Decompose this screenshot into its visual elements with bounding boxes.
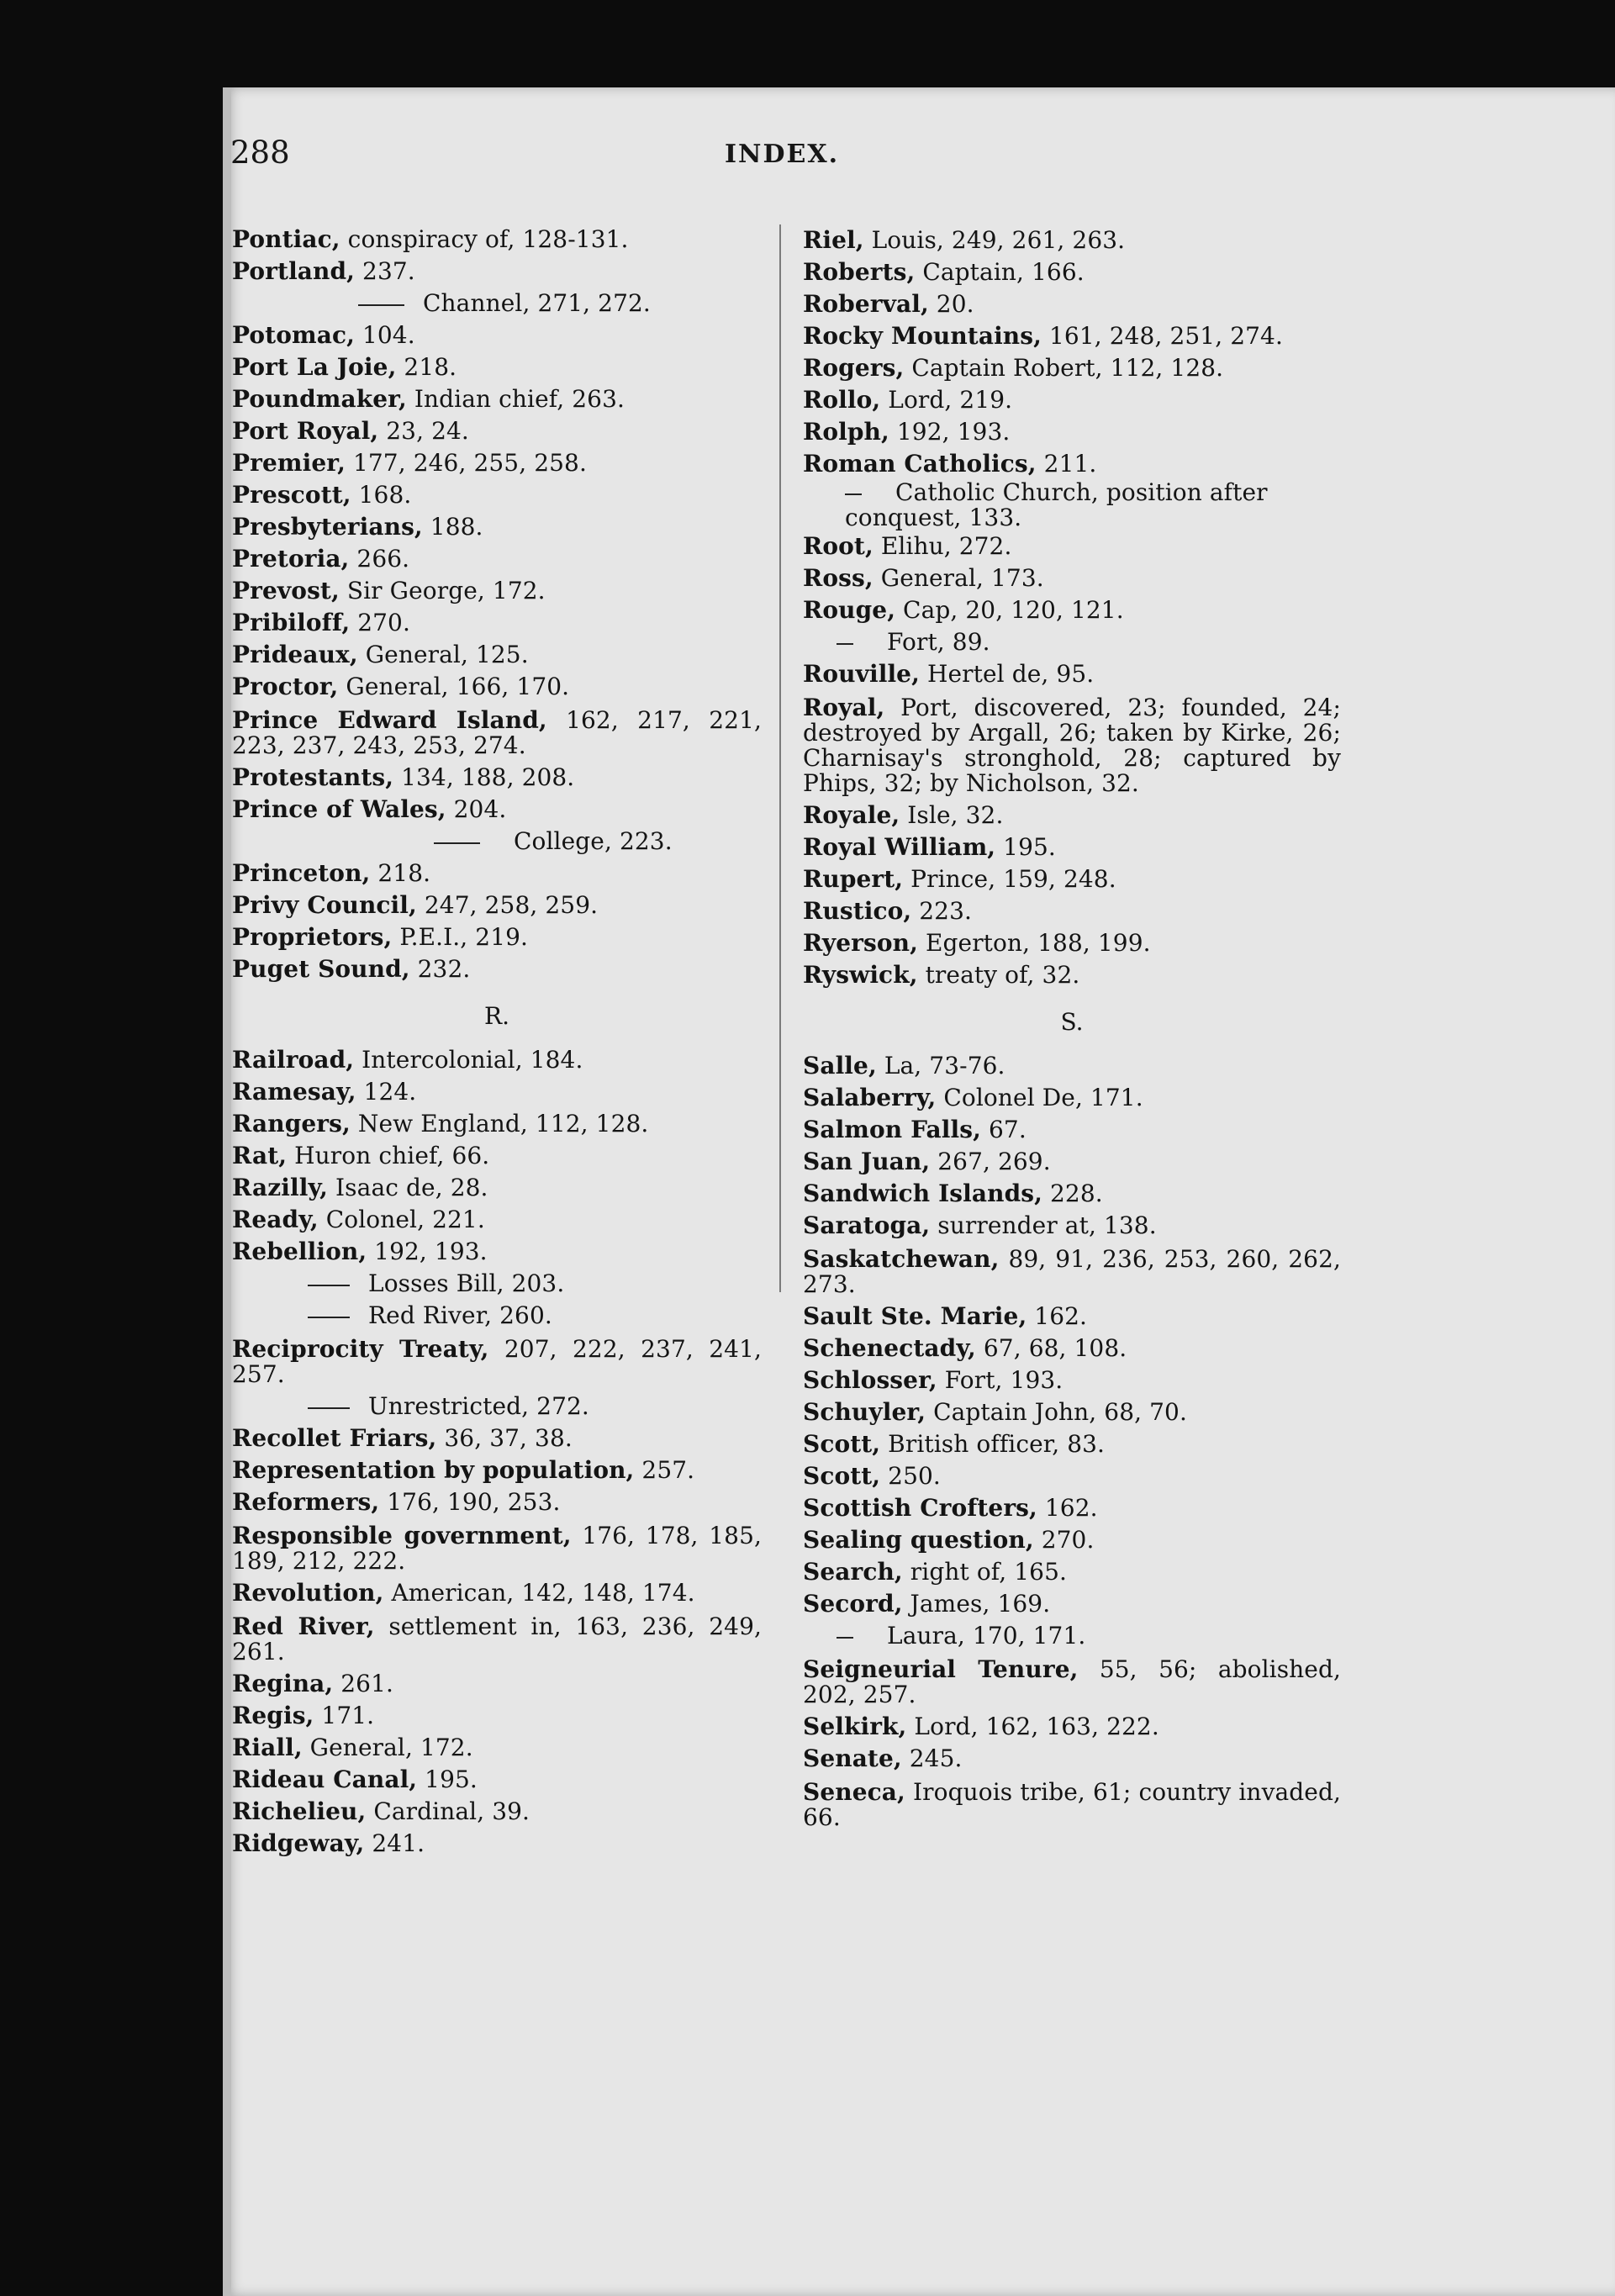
index-entry: Revolution, American, 142, 148, 174.: [232, 1579, 695, 1607]
index-headword: Schenectady,: [803, 1334, 976, 1362]
index-headword: Port Royal,: [232, 417, 379, 445]
ditto-dash: [434, 842, 480, 844]
ditto-dash: [837, 1637, 853, 1639]
index-entry: Reformers, 176, 190, 253.: [232, 1488, 561, 1516]
index-headword: Seigneurial Tenure,: [803, 1655, 1079, 1683]
index-headword: Scottish Crofters,: [803, 1494, 1037, 1522]
index-headword: Regis,: [232, 1702, 314, 1729]
index-headword: Representation by population,: [232, 1456, 635, 1484]
index-entry: Rebellion, 192, 193.: [232, 1238, 488, 1265]
index-entry: Premier, 177, 246, 255, 258.: [232, 449, 587, 477]
index-headword: Protestants,: [232, 763, 394, 791]
index-entry: Scottish Crofters, 162.: [803, 1494, 1098, 1522]
index-entry: Rolph, 192, 193.: [803, 418, 1011, 446]
index-entry: Regis, 171.: [232, 1702, 375, 1729]
index-column-left: [232, 224, 762, 1860]
index-headword: Salaberry,: [803, 1084, 937, 1111]
index-headword: Presbyterians,: [232, 513, 423, 541]
index-entry: Representation by population, 257.: [232, 1456, 695, 1484]
index-headword: Pontiac,: [232, 225, 340, 253]
index-entry: Ramesay, 124.: [232, 1078, 417, 1106]
index-subentry-text: Laura, 170, 171.: [887, 1622, 1086, 1649]
index-entry: Privy Council, 247, 258, 259.: [232, 891, 599, 919]
index-headword: Ryswick,: [803, 961, 918, 989]
index-headword: Reformers,: [232, 1488, 380, 1516]
index-headword: Salle,: [803, 1052, 877, 1079]
index-entry: Prescott, 168.: [232, 481, 412, 509]
index-entry: Regina, 261.: [232, 1670, 393, 1697]
index-headword: Scott,: [803, 1462, 881, 1490]
index-entry: Schuyler, Captain John, 68, 70.: [803, 1398, 1187, 1426]
index-entry: Ridgeway, 241.: [232, 1829, 425, 1857]
index-entry: Salle, La, 73-76.: [803, 1052, 1005, 1079]
index-headword: Schlosser,: [803, 1366, 937, 1394]
index-headword: Regina,: [232, 1670, 334, 1697]
index-headword: Rocky Mountains,: [803, 322, 1042, 350]
index-entry: Roman Catholics, 211.: [803, 450, 1097, 478]
index-headword: Princeton,: [232, 859, 371, 887]
index-entry: Rupert, Prince, 159, 248.: [803, 865, 1116, 893]
index-headword: Rouville,: [803, 660, 920, 688]
index-headword: Recollet Friars,: [232, 1424, 437, 1452]
index-headword: Richelieu,: [232, 1797, 367, 1825]
index-headword: Schuyler,: [803, 1398, 926, 1426]
index-subentry: [803, 1620, 1341, 1652]
index-subentry-text: Losses Bill, 203.: [368, 1269, 565, 1297]
index-entry: Schlosser, Fort, 193.: [803, 1366, 1063, 1394]
index-subentry: [232, 826, 762, 858]
ditto-dash: [308, 1317, 350, 1318]
index-entry: Sandwich Islands, 228.: [803, 1180, 1103, 1207]
index-headword: Prescott,: [232, 481, 351, 509]
index-entry: Selkirk, Lord, 162, 163, 222.: [803, 1713, 1159, 1740]
index-headword: Potomac,: [232, 321, 355, 349]
index-headword: Senate,: [803, 1744, 902, 1772]
index-entry: Senate, 245.: [803, 1744, 963, 1772]
index-entry: Rat, Huron chief, 66.: [232, 1142, 490, 1169]
index-entry: Pontiac, conspiracy of, 128-131.: [232, 225, 629, 253]
index-entry: San Juan, 267, 269.: [803, 1148, 1051, 1175]
index-entry: Pribiloff, 270.: [232, 609, 410, 636]
index-headword: Reciprocity Treaty,: [232, 1335, 489, 1363]
index-headword: Responsible government,: [232, 1522, 572, 1549]
index-headword: Rangers,: [232, 1110, 351, 1137]
index-headword: Sealing question,: [803, 1526, 1034, 1554]
index-entry: Recollet Friars, 36, 37, 38.: [232, 1424, 573, 1452]
index-subentry-text: Unrestricted, 272.: [368, 1392, 589, 1420]
index-subentry-text: Fort, 89.: [887, 628, 990, 656]
index-headword: Rolph,: [803, 418, 889, 446]
index-headword: Rouge,: [803, 596, 896, 624]
ditto-dash: [837, 643, 853, 645]
index-headword: Royal,: [803, 694, 885, 721]
index-entry: Ryerson, Egerton, 188, 199.: [803, 929, 1151, 957]
index-subentry-text: Catholic Church, position after conquest, 133.: [845, 478, 1268, 531]
index-entry: Pretoria, 266.: [232, 545, 410, 573]
index-headword: San Juan,: [803, 1148, 931, 1175]
index-subentry-text: College, 223.: [514, 827, 673, 855]
index-entry: Ready, Colonel, 221.: [232, 1206, 485, 1233]
index-headword: Rupert,: [803, 865, 904, 893]
index-headword: Salmon Falls,: [803, 1116, 981, 1143]
index-entry: Richelieu, Cardinal, 39.: [232, 1797, 530, 1825]
index-entry: Saratoga, surrender at, 138.: [803, 1211, 1157, 1239]
index-headword: Proctor,: [232, 673, 339, 700]
index-headword: Saskatchewan,: [803, 1245, 1000, 1273]
index-headword: Root,: [803, 532, 873, 560]
index-entry: Port La Joie, 218.: [232, 353, 457, 381]
index-entry: Responsible government, 176, 178, 185, 189, 212, 222.: [232, 1522, 762, 1575]
index-entry: Sault Ste. Marie, 162.: [803, 1302, 1088, 1330]
index-entry: Saskatchewan, 89, 91, 236, 253, 260, 262, 273.: [803, 1245, 1341, 1298]
index-headword: Ryerson,: [803, 929, 918, 957]
index-entry: Prideaux, General, 125.: [232, 641, 529, 668]
index-headword: Roman Catholics,: [803, 450, 1037, 478]
index-entry: Rouville, Hertel de, 95.: [803, 660, 1095, 688]
index-headword: Roberts,: [803, 258, 916, 286]
index-column-right: [803, 224, 1341, 1834]
index-headword: Ready,: [232, 1206, 319, 1233]
index-entry: Secord, James, 169.: [803, 1590, 1051, 1618]
index-headword: Prideaux,: [232, 641, 358, 668]
index-entry: Prevost, Sir George, 172.: [232, 577, 546, 604]
index-headword: Rat,: [232, 1142, 288, 1169]
index-entry: Sealing question, 270.: [803, 1526, 1095, 1554]
index-subentry: [232, 1268, 762, 1300]
index-entry: Roberval, 20.: [803, 290, 974, 318]
index-entry: Riel, Louis, 249, 261, 263.: [803, 226, 1126, 254]
index-entry: Schenectady, 67, 68, 108.: [803, 1334, 1127, 1362]
index-headword: Rebellion,: [232, 1238, 367, 1265]
index-entry: Port Royal, 23, 24.: [232, 417, 469, 445]
index-entry: Scott, 250.: [803, 1462, 941, 1490]
index-entry: Puget Sound, 232.: [232, 955, 471, 983]
index-headword: Puget Sound,: [232, 955, 410, 983]
ditto-dash: [358, 304, 404, 306]
index-entry: Scott, British officer, 83.: [803, 1430, 1106, 1458]
column-divider: [779, 224, 781, 1292]
index-headword: Scott,: [803, 1430, 881, 1458]
index-headword: Razilly,: [232, 1174, 329, 1201]
index-entry: Proctor, General, 166, 170.: [232, 673, 570, 700]
index-headword: Royale,: [803, 801, 900, 829]
index-headword: Search,: [803, 1558, 903, 1586]
index-entry: Royale, Isle, 32.: [803, 801, 1004, 829]
index-entry: Prince of Wales, 204.: [232, 795, 507, 823]
page-spine-edge: [223, 87, 231, 2296]
index-entry: Proprietors, P.E.I., 219.: [232, 923, 529, 951]
running-head: INDEX.: [725, 140, 840, 169]
index-entry: Potomac, 104.: [232, 321, 415, 349]
index-subentry: [232, 1300, 762, 1332]
index-headword: Roberval,: [803, 290, 929, 318]
index-entry: Royal, Port, discovered, 23; founded, 24; destroyed by Argall, 26; taken by Kirke, 26; Charnisay's stronghold, 28; captured by Phips, 32; by Nicholson, 32.: [803, 694, 1341, 797]
index-entry: Riall, General, 172.: [232, 1734, 473, 1761]
index-entry: Rouge, Cap, 20, 120, 121.: [803, 596, 1124, 624]
index-entry: Razilly, Isaac de, 28.: [232, 1174, 488, 1201]
index-headword: Rideau Canal,: [232, 1766, 418, 1793]
index-headword: Secord,: [803, 1590, 903, 1618]
page-number: 288: [230, 135, 290, 171]
index-entry: Princeton, 218.: [232, 859, 431, 887]
index-entry: Salmon Falls, 67.: [803, 1116, 1027, 1143]
index-entry: Rocky Mountains, 161, 248, 251, 274.: [803, 322, 1283, 350]
index-headword: Pretoria,: [232, 545, 350, 573]
index-headword: Proprietors,: [232, 923, 393, 951]
index-headword: Ramesay,: [232, 1078, 356, 1106]
index-headword: Selkirk,: [803, 1713, 907, 1740]
index-entry: Reciprocity Treaty, 207, 222, 237, 241, 257.: [232, 1335, 762, 1388]
index-entry: Root, Elihu, 272.: [803, 532, 1012, 560]
index-headword: Railroad,: [232, 1046, 355, 1074]
index-entry: Presbyterians, 188.: [232, 513, 483, 541]
index-entry: Rideau Canal, 195.: [232, 1766, 478, 1793]
index-section-letter: R.: [484, 1002, 509, 1030]
index-subentry-text: Red River, 260.: [368, 1301, 552, 1329]
index-headword: Riel,: [803, 226, 864, 254]
index-entry: Ross, General, 173.: [803, 564, 1044, 592]
index-entry: Rollo, Lord, 219.: [803, 386, 1013, 414]
index-headword: Sandwich Islands,: [803, 1180, 1042, 1207]
ditto-dash: [308, 1285, 350, 1286]
index-entry: Protestants, 134, 188, 208.: [232, 763, 575, 791]
index-headword: Rollo,: [803, 386, 881, 414]
index-headword: Portland,: [232, 257, 356, 285]
index-headword: Red River,: [232, 1612, 375, 1640]
index-entry: Seneca, Iroquois tribe, 61; country invaded, 66.: [803, 1778, 1341, 1831]
index-subentry: [232, 1391, 762, 1422]
index-entry: Seigneurial Tenure, 55, 56; abolished, 202, 257.: [803, 1655, 1341, 1708]
index-entry: Royal William, 195.: [803, 833, 1056, 861]
index-section-letter: S.: [1060, 1008, 1084, 1036]
index-headword: Saratoga,: [803, 1211, 931, 1239]
index-entry: Search, right of, 165.: [803, 1558, 1068, 1586]
index-entry: Red River, settlement in, 163, 236, 249, 261.: [232, 1612, 762, 1665]
index-headword: Prince Edward Island,: [232, 706, 547, 734]
index-subentry: [803, 480, 1341, 530]
index-headword: Poundmaker,: [232, 385, 407, 413]
index-headword: Sault Ste. Marie,: [803, 1302, 1027, 1330]
index-headword: Prince of Wales,: [232, 795, 446, 823]
index-headword: Ross,: [803, 564, 873, 592]
index-headword: Seneca,: [803, 1778, 905, 1806]
index-headword: Pribiloff,: [232, 609, 351, 636]
index-subentry-text: Channel, 271, 272.: [423, 289, 651, 317]
index-entry: Portland, 237.: [232, 257, 415, 285]
index-headword: Privy Council,: [232, 891, 417, 919]
index-headword: Royal William,: [803, 833, 996, 861]
ditto-dash: [308, 1407, 350, 1409]
index-entry: Rogers, Captain Robert, 112, 128.: [803, 354, 1224, 382]
index-entry: Ryswick, treaty of, 32.: [803, 961, 1080, 989]
index-headword: Revolution,: [232, 1579, 384, 1607]
index-headword: Ridgeway,: [232, 1829, 365, 1857]
index-headword: Rustico,: [803, 897, 912, 925]
index-entry: Rustico, 223.: [803, 897, 972, 925]
index-headword: Riall,: [232, 1734, 303, 1761]
index-headword: Premier,: [232, 449, 346, 477]
index-entry: Poundmaker, Indian chief, 263.: [232, 385, 625, 413]
ditto-dash: [845, 494, 862, 495]
index-headword: Rogers,: [803, 354, 905, 382]
index-subentry: [232, 288, 762, 319]
index-entry: Prince Edward Island, 162, 217, 221, 223, 237, 243, 253, 274.: [232, 706, 762, 759]
index-entry: Railroad, Intercolonial, 184.: [232, 1046, 583, 1074]
index-subentry: [803, 626, 1341, 658]
index-entry: Salaberry, Colonel De, 171.: [803, 1084, 1143, 1111]
index-headword: Port La Joie,: [232, 353, 397, 381]
index-entry: Roberts, Captain, 166.: [803, 258, 1085, 286]
index-entry: Rangers, New England, 112, 128.: [232, 1110, 649, 1137]
index-headword: Prevost,: [232, 577, 340, 604]
